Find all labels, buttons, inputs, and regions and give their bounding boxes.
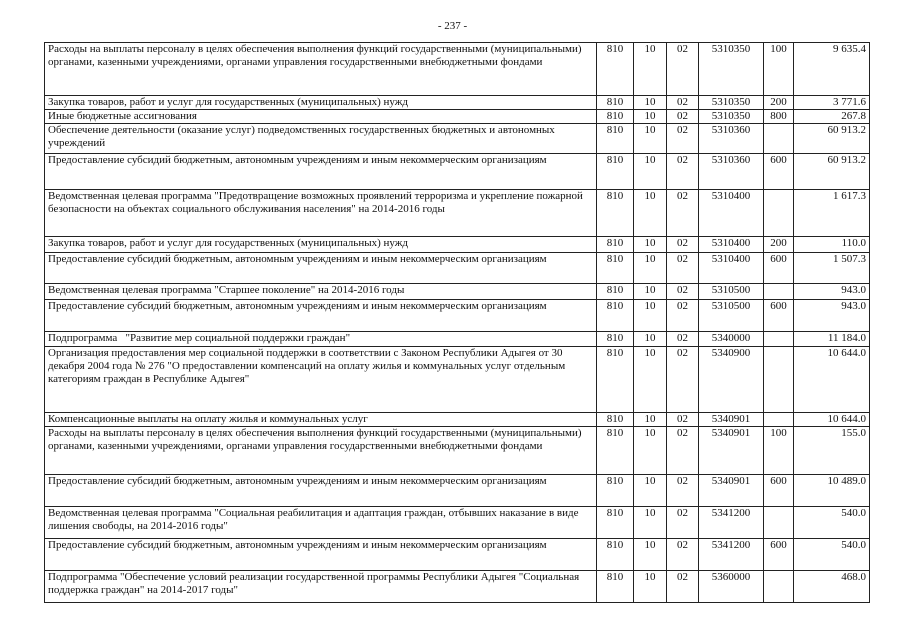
row-subsection: 02 xyxy=(667,110,699,124)
row-section: 10 xyxy=(634,43,667,96)
budget-table xyxy=(44,42,870,603)
row-subsection: 02 xyxy=(667,284,699,300)
row-amount: 540.0 xyxy=(794,539,870,571)
row-description: Ведомственная целевая программа "Предотвращение возможных проявлений терроризма и укрепление пожарной безопасности на объектах социального обслуживания населения" на 2014-2016 годы xyxy=(45,190,597,237)
row-amount: 943.0 xyxy=(794,284,870,300)
row-expense-type: 600 xyxy=(764,253,794,284)
row-section: 10 xyxy=(634,300,667,332)
row-subsection: 02 xyxy=(667,332,699,347)
row-description: Предоставление субсидий бюджетным, автономным учреждениям и иным некоммерческим организациям xyxy=(45,253,597,284)
row-expense-type: 800 xyxy=(764,110,794,124)
row-description: Закупка товаров, работ и услуг для государственных (муниципальных) нужд xyxy=(45,237,597,253)
row-target-code: 5310350 xyxy=(699,110,764,124)
row-amount: 155.0 xyxy=(794,427,870,475)
row-amount: 267.8 xyxy=(794,110,870,124)
table-row xyxy=(45,427,870,475)
row-expense-type xyxy=(764,413,794,427)
row-grbs: 810 xyxy=(597,237,634,253)
row-description: Предоставление субсидий бюджетным, автономным учреждениям и иным некоммерческим организациям xyxy=(45,300,597,332)
row-expense-type: 100 xyxy=(764,43,794,96)
table-row xyxy=(45,190,870,237)
row-target-code: 5340000 xyxy=(699,332,764,347)
row-target-code: 5310400 xyxy=(699,190,764,237)
row-target-code: 5310400 xyxy=(699,253,764,284)
table-row xyxy=(45,284,870,300)
row-expense-type: 100 xyxy=(764,427,794,475)
row-expense-type xyxy=(764,507,794,539)
row-subsection: 02 xyxy=(667,347,699,413)
row-description: Предоставление субсидий бюджетным, автономным учреждениям и иным некоммерческим организациям xyxy=(45,475,597,507)
row-target-code: 5310360 xyxy=(699,124,764,154)
row-amount: 10 489.0 xyxy=(794,475,870,507)
row-grbs: 810 xyxy=(597,347,634,413)
row-description: Ведомственная целевая программа "Старшее поколение" на 2014-2016 годы xyxy=(45,284,597,300)
row-section: 10 xyxy=(634,539,667,571)
row-section: 10 xyxy=(634,332,667,347)
row-expense-type xyxy=(764,190,794,237)
row-target-code: 5340901 xyxy=(699,427,764,475)
row-description: Обеспечение деятельности (оказание услуг) подведомственных государственных бюджетных и автономных учреждений xyxy=(45,124,597,154)
table-row xyxy=(45,96,870,110)
row-grbs: 810 xyxy=(597,427,634,475)
row-target-code: 5340901 xyxy=(699,475,764,507)
row-description: Предоставление субсидий бюджетным, автономным учреждениям и иным некоммерческим организациям xyxy=(45,539,597,571)
table-row xyxy=(45,300,870,332)
row-target-code: 5310400 xyxy=(699,237,764,253)
row-subsection: 02 xyxy=(667,253,699,284)
row-amount: 60 913.2 xyxy=(794,124,870,154)
row-section: 10 xyxy=(634,284,667,300)
row-grbs: 810 xyxy=(597,475,634,507)
row-grbs: 810 xyxy=(597,124,634,154)
row-target-code: 5310500 xyxy=(699,284,764,300)
row-section: 10 xyxy=(634,507,667,539)
row-grbs: 810 xyxy=(597,571,634,603)
row-amount: 10 644.0 xyxy=(794,413,870,427)
table-row xyxy=(45,347,870,413)
row-subsection: 02 xyxy=(667,507,699,539)
row-target-code: 5310360 xyxy=(699,154,764,190)
table-row xyxy=(45,154,870,190)
row-description: Подпрограмма "Обеспечение условий реализации государственной программы Республики Адыгея "Социальная поддержка граждан" на 2014-2017 годы" xyxy=(45,571,597,603)
row-target-code: 5340900 xyxy=(699,347,764,413)
page-number: - 237 - xyxy=(437,20,468,32)
row-grbs: 810 xyxy=(597,96,634,110)
table-row xyxy=(45,539,870,571)
row-section: 10 xyxy=(634,253,667,284)
row-subsection: 02 xyxy=(667,96,699,110)
row-grbs: 810 xyxy=(597,539,634,571)
row-description: Иные бюджетные ассигнования xyxy=(45,110,597,124)
row-expense-type xyxy=(764,571,794,603)
row-description: Предоставление субсидий бюджетным, автономным учреждениям и иным некоммерческим организациям xyxy=(45,154,597,190)
row-subsection: 02 xyxy=(667,427,699,475)
row-amount: 11 184.0 xyxy=(794,332,870,347)
row-section: 10 xyxy=(634,154,667,190)
row-subsection: 02 xyxy=(667,237,699,253)
row-amount: 540.0 xyxy=(794,507,870,539)
table-row xyxy=(45,237,870,253)
row-description: Подпрограмма "Развитие мер социальной поддержки граждан" xyxy=(45,332,597,347)
row-grbs: 810 xyxy=(597,110,634,124)
row-amount: 60 913.2 xyxy=(794,154,870,190)
row-grbs: 810 xyxy=(597,154,634,190)
row-subsection: 02 xyxy=(667,539,699,571)
row-expense-type xyxy=(764,347,794,413)
row-section: 10 xyxy=(634,347,667,413)
row-expense-type xyxy=(764,284,794,300)
row-target-code: 5310350 xyxy=(699,43,764,96)
row-description: Организация предоставления мер социальной поддержки в соответствии с Законом Республики Адыгея от 30 декабря 2004 года № 276 "О предоставлении компенсаций на оплату жилья и коммунальных услуг отдельным категориям граждан в Республике Адыгея" xyxy=(45,347,597,413)
row-section: 10 xyxy=(634,571,667,603)
row-section: 10 xyxy=(634,190,667,237)
row-grbs: 810 xyxy=(597,284,634,300)
row-expense-type: 600 xyxy=(764,154,794,190)
row-amount: 3 771.6 xyxy=(794,96,870,110)
table-row xyxy=(45,475,870,507)
row-section: 10 xyxy=(634,413,667,427)
row-subsection: 02 xyxy=(667,300,699,332)
row-expense-type: 200 xyxy=(764,237,794,253)
row-section: 10 xyxy=(634,124,667,154)
row-amount: 943.0 xyxy=(794,300,870,332)
row-subsection: 02 xyxy=(667,43,699,96)
row-section: 10 xyxy=(634,110,667,124)
row-amount: 10 644.0 xyxy=(794,347,870,413)
row-expense-type xyxy=(764,124,794,154)
row-subsection: 02 xyxy=(667,124,699,154)
row-section: 10 xyxy=(634,96,667,110)
row-amount: 110.0 xyxy=(794,237,870,253)
row-expense-type: 200 xyxy=(764,96,794,110)
row-description: Расходы на выплаты персоналу в целях обеспечения выполнения функций государственными (муниципальными) органами, казенными учреждениями, органами управления государственными внебюджетными фондами xyxy=(45,43,597,96)
row-grbs: 810 xyxy=(597,332,634,347)
row-expense-type: 600 xyxy=(764,300,794,332)
row-amount: 1 507.3 xyxy=(794,253,870,284)
table-row xyxy=(45,253,870,284)
table-row xyxy=(45,571,870,603)
table-row xyxy=(45,110,870,124)
table-row xyxy=(45,43,870,96)
row-subsection: 02 xyxy=(667,413,699,427)
row-grbs: 810 xyxy=(597,300,634,332)
row-grbs: 810 xyxy=(597,43,634,96)
row-subsection: 02 xyxy=(667,571,699,603)
row-target-code: 5341200 xyxy=(699,539,764,571)
row-description: Расходы на выплаты персоналу в целях обеспечения выполнения функций государственными (муниципальными) органами, казенными учреждениями, органами управления государственными внебюджетными фондами xyxy=(45,427,597,475)
table-row xyxy=(45,332,870,347)
row-expense-type: 600 xyxy=(764,539,794,571)
table-row xyxy=(45,413,870,427)
row-amount: 1 617.3 xyxy=(794,190,870,237)
row-grbs: 810 xyxy=(597,253,634,284)
row-target-code: 5360000 xyxy=(699,571,764,603)
row-amount: 468.0 xyxy=(794,571,870,603)
row-grbs: 810 xyxy=(597,190,634,237)
row-grbs: 810 xyxy=(597,507,634,539)
row-description: Ведомственная целевая программа "Социальная реабилитация и адаптация граждан, отбывших наказание в виде лишения свободы, на 2014-2016 годы" xyxy=(45,507,597,539)
row-target-code: 5310350 xyxy=(699,96,764,110)
row-section: 10 xyxy=(634,237,667,253)
row-subsection: 02 xyxy=(667,154,699,190)
row-target-code: 5341200 xyxy=(699,507,764,539)
row-grbs: 810 xyxy=(597,413,634,427)
row-target-code: 5310500 xyxy=(699,300,764,332)
row-expense-type xyxy=(764,332,794,347)
row-target-code: 5340901 xyxy=(699,413,764,427)
row-amount: 9 635.4 xyxy=(794,43,870,96)
table-row xyxy=(45,507,870,539)
row-description: Закупка товаров, работ и услуг для государственных (муниципальных) нужд xyxy=(45,96,597,110)
row-section: 10 xyxy=(634,427,667,475)
row-subsection: 02 xyxy=(667,475,699,507)
row-subsection: 02 xyxy=(667,190,699,237)
row-section: 10 xyxy=(634,475,667,507)
row-description: Компенсационные выплаты на оплату жилья и коммунальных услуг xyxy=(45,413,597,427)
row-expense-type: 600 xyxy=(764,475,794,507)
table-row xyxy=(45,124,870,154)
